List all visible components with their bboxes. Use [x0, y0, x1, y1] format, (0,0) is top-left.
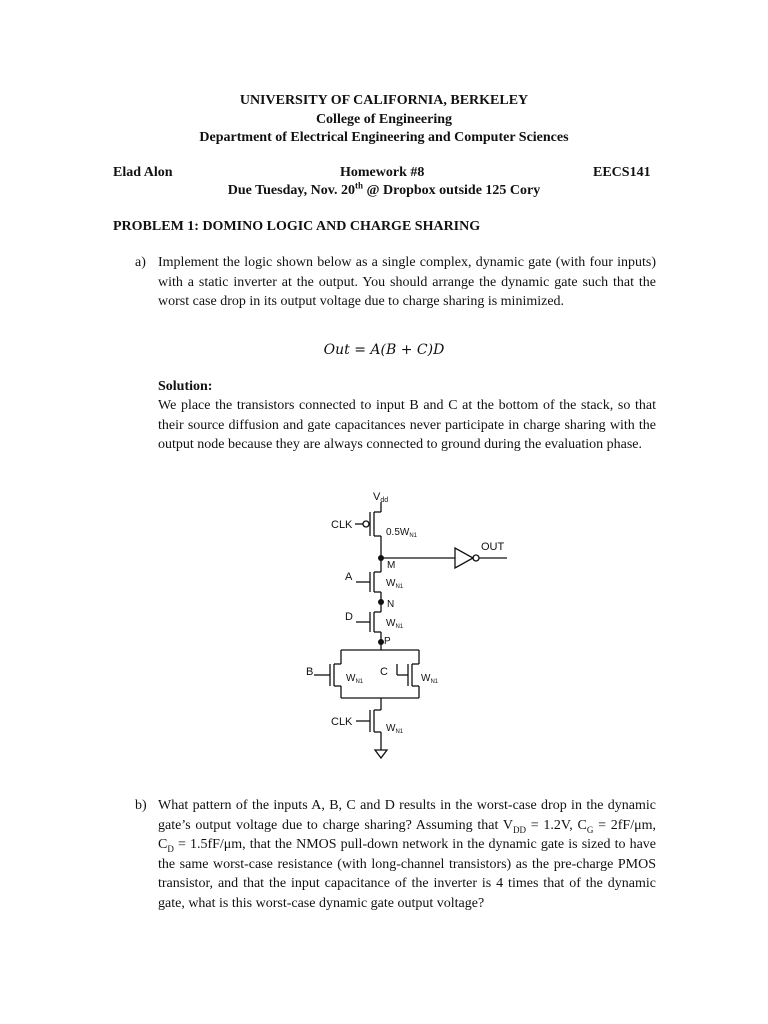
solution-heading: Solution: [158, 379, 213, 394]
input-a-label: A [345, 571, 353, 583]
part-b-label: b) [135, 798, 147, 813]
out-label: OUT [481, 541, 505, 553]
part-b-text-2: = 1.2V, C [525, 817, 587, 833]
clk-top-label: CLK [331, 519, 353, 531]
part-a-label: a) [135, 255, 146, 270]
node-m-dot [378, 555, 384, 561]
part-b-text-4: = 1.5fF/μm, that the NMOS pull-down network in the dynamic gate is sized to have the same worst-case resistance (with long-channel transistors) as the pre-charge PMOS transistor, and that the input capacitance of the inverter is 4 times that of the dynamic gate, what is this worst-case dynamic gate output voltage? [158, 837, 656, 911]
author-name: Elad Alon [113, 165, 173, 180]
w-eval-label: $W_{N1}$ [386, 723, 404, 735]
problem-title: PROBLEM 1: DOMINO LOGIC AND CHARGE SHARING [113, 219, 481, 234]
due-date-prefix: Due Tuesday, Nov. 20 [227, 183, 355, 198]
node-p-label: P [384, 636, 391, 647]
part-b-sub-cg: G [586, 824, 594, 835]
due-date-suffix: @ Dropbox outside 125 Cory [362, 183, 541, 198]
input-b-label: B [306, 666, 314, 678]
part-b-text [158, 796, 656, 913]
w-d-label: $W_{N1}$ [386, 618, 404, 630]
part-b-sub-vdd: DD [512, 824, 526, 835]
node-m-label: M [387, 560, 396, 571]
node-n-dot [378, 599, 384, 605]
ground-symbol [375, 750, 387, 758]
solution-text: We place the transistors connected to input B and C at the bottom of the stack, so that their source diffusion and gate capacitances never participate in charge sharing with the output node because they are always connected to ground during the evaluation phase. [158, 398, 656, 452]
node-n-label: N [387, 599, 395, 610]
university-name: UNIVERSITY OF CALIFORNIA, BERKELEY [239, 93, 529, 108]
pmos-bubble [363, 521, 369, 527]
department-name: Department of Electrical Engineering and Computer Sciences [199, 130, 569, 145]
pmos-size-label: $0.5W_{N1}$ [386, 527, 418, 539]
w-a-label: $W_{N1}$ [386, 578, 404, 590]
w-b-label: $W_{N1}$ [346, 673, 364, 685]
input-d-label: D [345, 611, 353, 623]
due-date-sup: th [354, 180, 363, 191]
vdd-label: Vdd [373, 491, 389, 504]
part-b-text-1: What pattern of the inputs A, B, C and D results in the worst-case drop in the dynamic gate’s output voltage due to charge sharing? Assuming that V [158, 798, 656, 833]
logic-equation: Out = A(B + C)D [323, 342, 445, 358]
college-name: College of Engineering [315, 112, 453, 127]
part-b-text-3: = 2fF/μm, C [158, 817, 656, 852]
w-c-label: $W_{N1}$ [421, 673, 439, 685]
clk-bottom-label: CLK [331, 716, 353, 728]
domino-circuit-diagram [0, 482, 768, 802]
input-c-label: C [380, 666, 388, 678]
inverter-triangle [455, 548, 473, 568]
due-date [0, 180, 768, 199]
part-b-sub-cd: D [167, 843, 174, 854]
part-a-text: Implement the logic shown below as a single complex, dynamic gate (with four inputs) with a static inverter at the output. You should arrange the dynamic gate such that the worst case drop in its output voltage due to charge sharing is minimized. [158, 255, 656, 309]
course-code: EECS141 [593, 165, 651, 180]
homework-number: Homework #8 [340, 165, 425, 180]
